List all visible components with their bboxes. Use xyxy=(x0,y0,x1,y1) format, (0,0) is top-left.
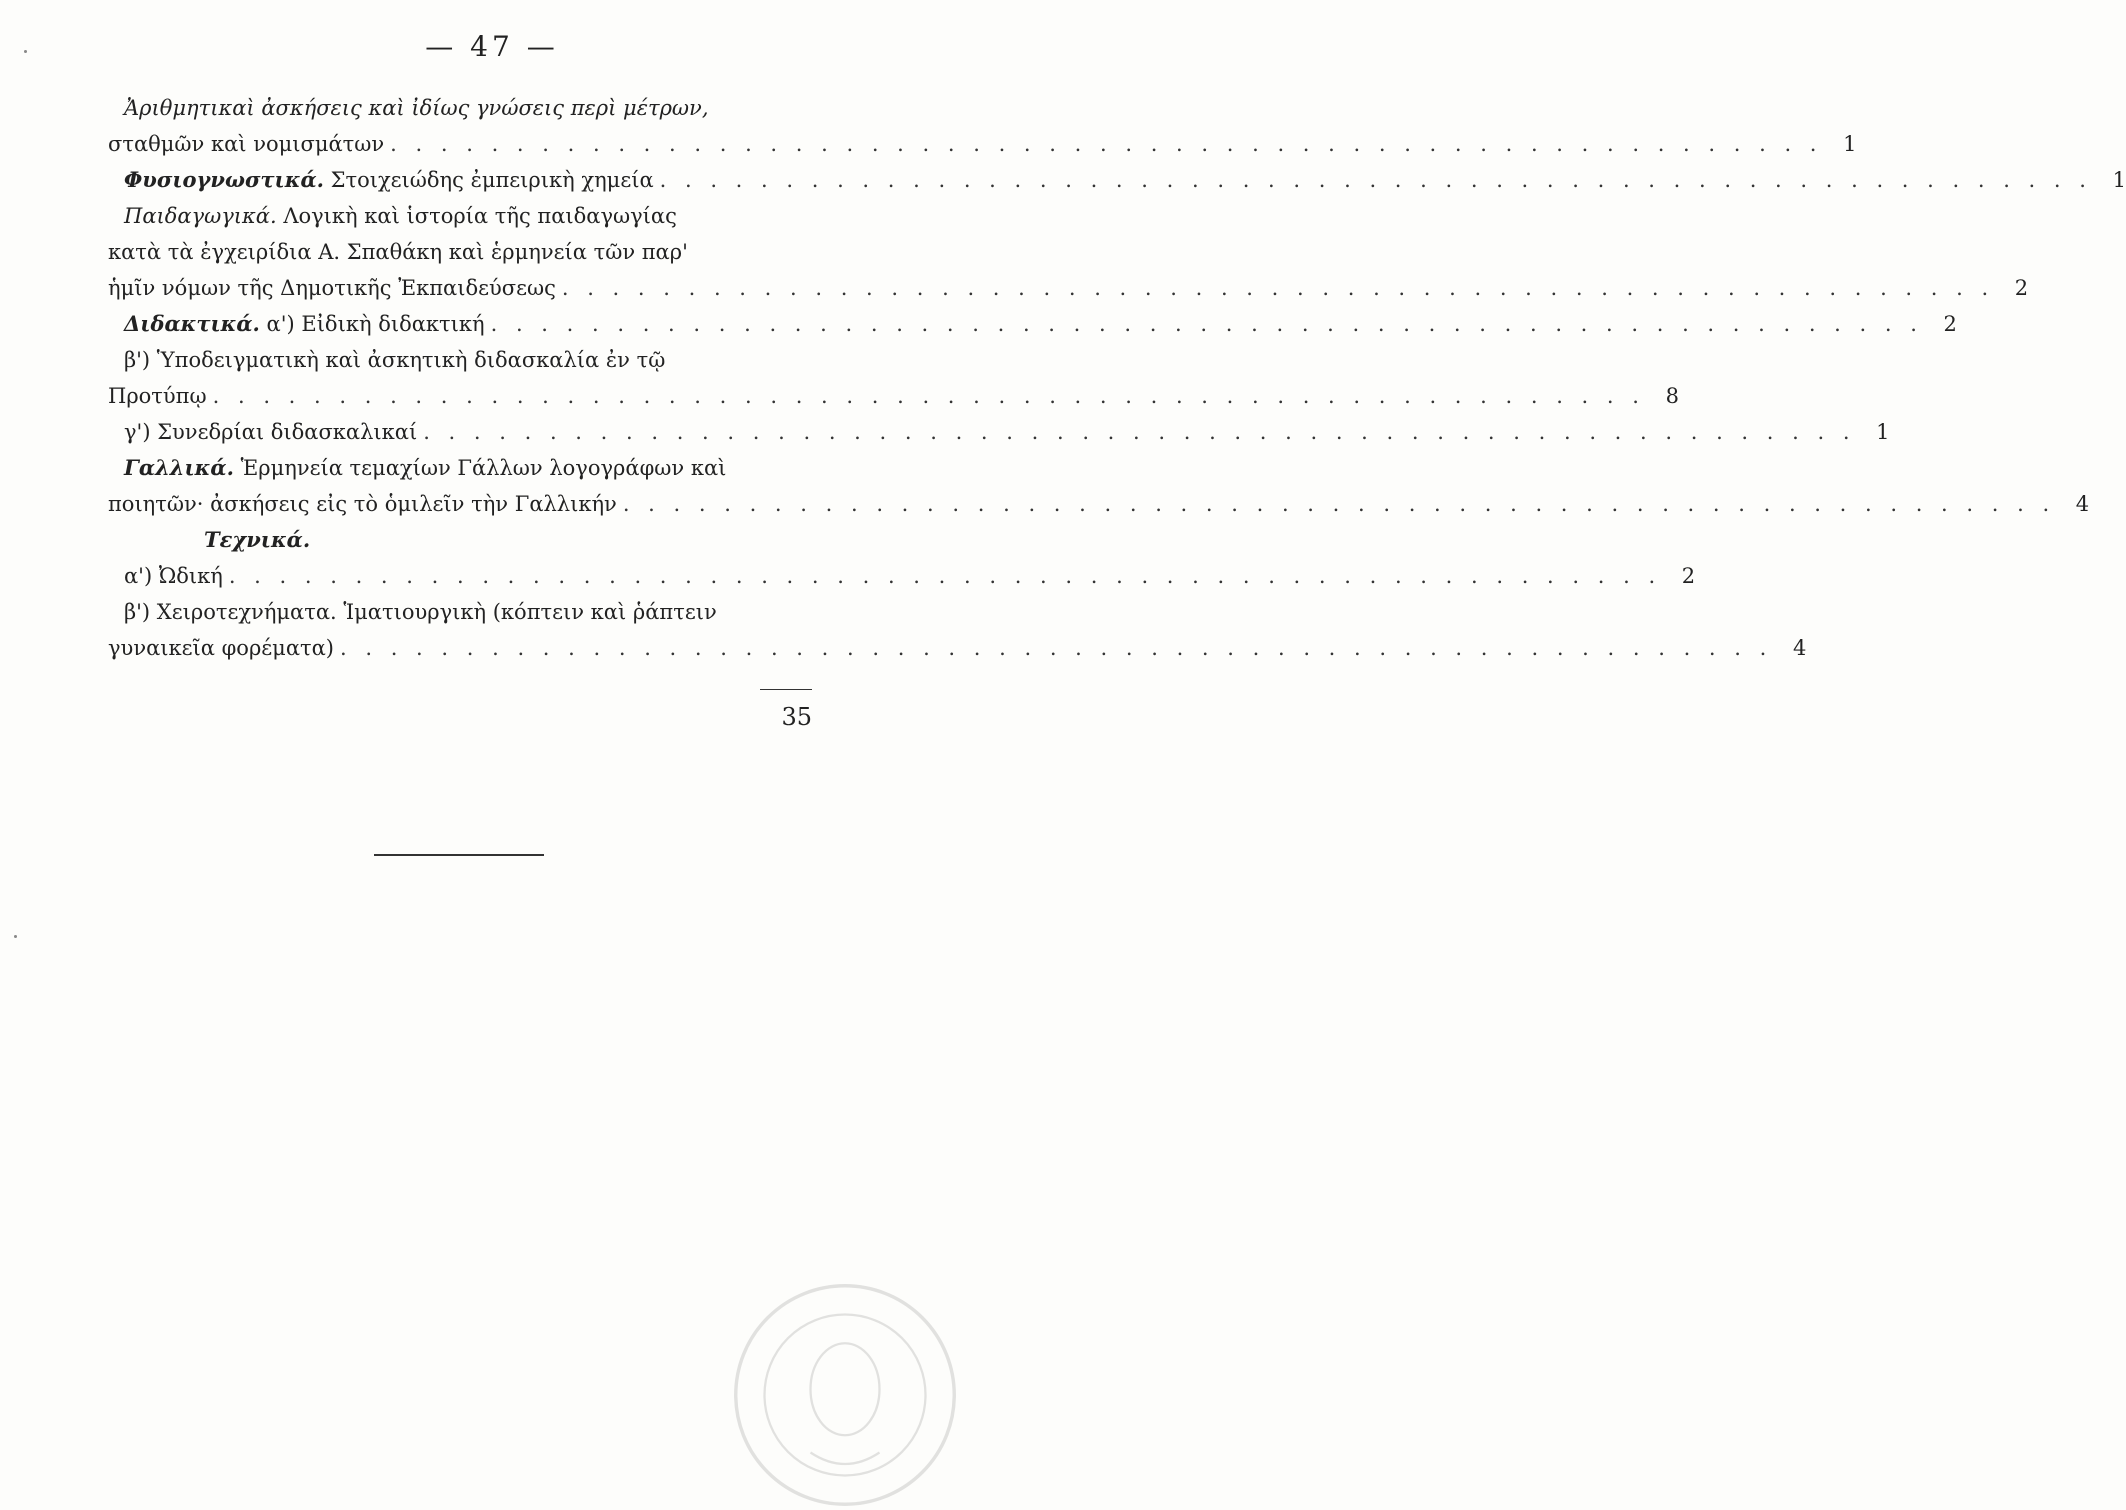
paper-speck xyxy=(14,935,17,938)
leader-dots: . . . . . . . . . . . . . . . . . . . . . . . . . . . . . . . . . . . . . . . . . . . . . . . . . . . . . . . . . xyxy=(228,564,1662,588)
subject-heading: Τεχνικά. xyxy=(204,527,311,552)
entry-line xyxy=(108,234,810,270)
leader-dots: . . . . . . . . . . . . . . . . . . . . . . . . . . . . . . . . . . . . . . . . . . . . . . . . . . . . . . . . . xyxy=(212,384,1645,408)
library-seal-icon xyxy=(730,1280,960,1510)
entry-line xyxy=(108,378,1679,414)
entry-text: γυναικεῖα φορέματα) xyxy=(108,636,334,660)
entry-text: α') Εἰδικὴ διδακτική xyxy=(259,312,485,336)
total-hours: 35 xyxy=(781,703,812,731)
subject-heading: Φυσιογνωστικά. xyxy=(124,167,324,192)
section-divider xyxy=(374,854,544,856)
hours-value: 4 xyxy=(1792,636,1807,660)
entry-text: Ἀριθμητικαὶ ἀσκήσεις καὶ ἰδίως γνώσεις περὶ μέτρων, xyxy=(124,96,709,120)
entry-line xyxy=(108,558,1696,594)
subject-heading: Παιδαγωγικά. xyxy=(124,204,277,228)
entry-line xyxy=(108,90,810,126)
entry-text: κατὰ τὰ ἐγχειρίδια Α. Σπαθάκη καὶ ἑρμηνεία τῶν παρ' xyxy=(108,240,688,264)
entry-text: ποιητῶν· ἀσκήσεις εἰς τὸ ὁμιλεῖν τὴν Γαλλικήν xyxy=(108,492,617,516)
paper-speck xyxy=(24,50,27,53)
hours-value: 2 xyxy=(1681,564,1696,588)
entry-line xyxy=(108,126,1857,162)
hours-value: 2 xyxy=(2014,276,2029,300)
entry-text: Στοιχειώδης ἐμπειρικὴ χημεία xyxy=(323,168,654,192)
hours-value: 1 xyxy=(2112,168,2126,192)
subject-heading: Διδακτικά. xyxy=(124,311,260,336)
entry-line xyxy=(108,450,810,486)
subject-hours-list xyxy=(108,90,2126,666)
entry-text: α') Ὠδική xyxy=(124,564,223,588)
hours-value: 4 xyxy=(2075,492,2090,516)
entry-line xyxy=(108,306,1957,342)
entry-line xyxy=(108,414,1890,450)
entry-line xyxy=(108,162,2126,198)
leader-dots: . . . . . . . . . . . . . . . . . . . . . . . . . . . . . . . . . . . . . . . . . . . . . . . . . . . . . . . . . xyxy=(622,492,2056,516)
leader-dots: . . . . . . . . . . . . . . . . . . . . . . . . . . . . . . . . . . . . . . . . . . . . . . . . . . . . . . . . . xyxy=(423,420,1856,444)
entry-line xyxy=(108,630,1807,666)
entry-text: σταθμῶν καὶ νομισμάτων xyxy=(108,132,385,156)
leader-dots: . . . . . . . . . . . . . . . . . . . . . . . . . . . . . . . . . . . . . . . . . . . . . . . . . . . . . . . . . xyxy=(659,168,2092,192)
leader-dots: . . . . . . . . . . . . . . . . . . . . . . . . . . . . . . . . . . . . . . . . . . . . . . . . . . . . . . . . . xyxy=(490,312,1923,336)
subject-heading: Γαλλικά. xyxy=(124,455,234,480)
entry-line xyxy=(108,522,810,558)
entry-line xyxy=(108,198,810,234)
entry-line xyxy=(108,594,810,630)
entry-text: β') Χειροτεχνήματα. Ἱματιουργικὴ (κόπτειν καὶ ῥάπτειν xyxy=(124,600,717,624)
entry-text: Προτύπῳ xyxy=(108,384,207,408)
leader-dots: . . . . . . . . . . . . . . . . . . . . . . . . . . . . . . . . . . . . . . . . . . . . . . . . . . . . . . . . . xyxy=(340,636,1773,660)
hours-value: 8 xyxy=(1665,384,1679,408)
entry-line xyxy=(108,486,2090,522)
entry-text: β') Ὑποδειγματικὴ καὶ ἀσκητικὴ διδασκαλία ἐν τῷ xyxy=(124,348,666,372)
entry-text: ἡμῖν νόμων τῆς Δημοτικῆς Ἐκπαιδεύσεως xyxy=(108,276,556,300)
hours-value: 1 xyxy=(1843,132,1857,156)
entry-line xyxy=(108,270,2029,306)
leader-dots: . . . . . . . . . . . . . . . . . . . . . . . . . . . . . . . . . . . . . . . . . . . . . . . . . . . . . . . . . xyxy=(561,276,1995,300)
entry-text: Ἑρμηνεία τεμαχίων Γάλλων λογογράφων καὶ xyxy=(233,456,727,480)
entry-text: γ') Συνεδρίαι διδασκαλικαί xyxy=(124,420,418,444)
leader-dots: . . . . . . . . . . . . . . . . . . . . . . . . . . . . . . . . . . . . . . . . . . . . . . . . . . . . . . . . . xyxy=(390,132,1823,156)
entry-text: Λογικὴ καὶ ἱστορία τῆς παιδαγωγίας xyxy=(276,204,677,228)
hours-value: 2 xyxy=(1943,312,1957,336)
page-number: — 47 — xyxy=(425,30,559,63)
hours-value: 1 xyxy=(1876,420,1890,444)
sum-rule xyxy=(760,689,812,690)
entry-line xyxy=(108,342,810,378)
